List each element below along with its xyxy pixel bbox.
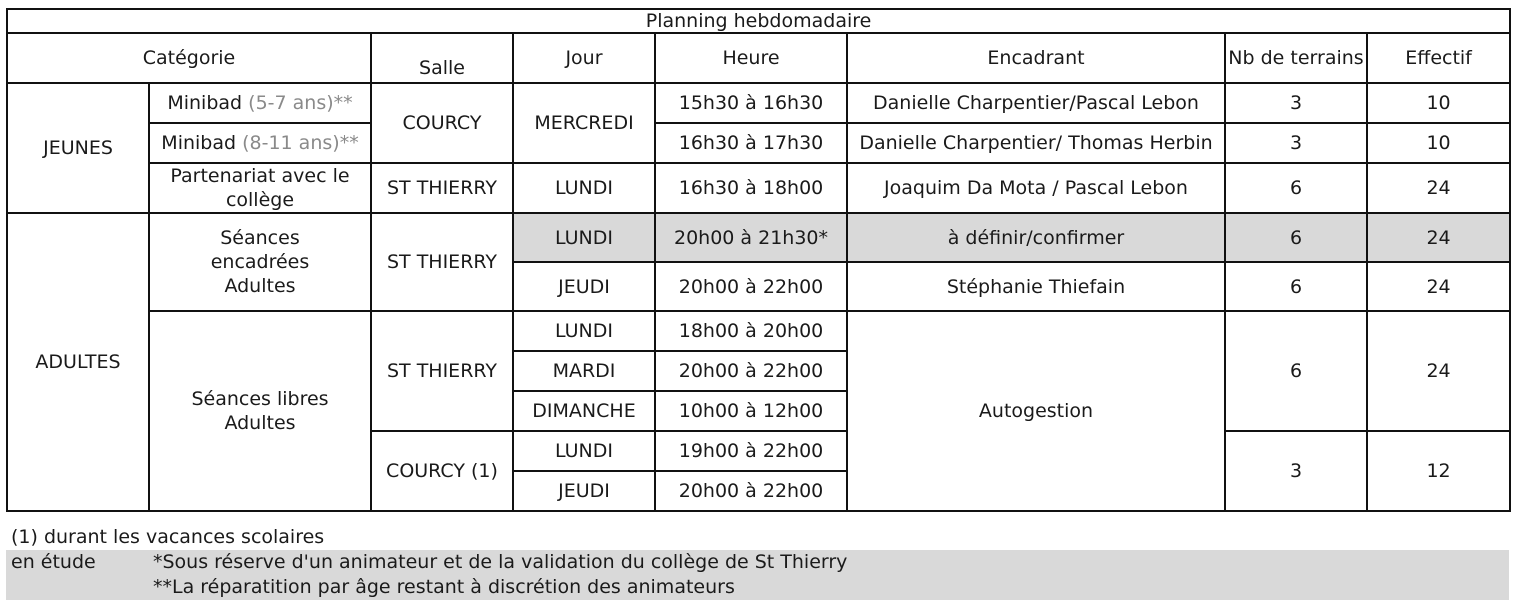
- table-row: [7, 311, 1510, 351]
- age-range: (5-7 ans)**: [248, 92, 353, 114]
- terrains-cell: 3: [1225, 431, 1367, 511]
- footnote-vacances: (1) durant les vacances scolaires: [11, 526, 325, 548]
- header-nb-terrains: Nb de terrains: [1225, 33, 1367, 83]
- heure-cell: 20h00 à 22h00: [655, 351, 847, 391]
- group-jeunes: JEUNES: [7, 83, 149, 213]
- header-salle: Salle: [371, 33, 513, 83]
- effectif-cell: 24: [1367, 262, 1510, 311]
- footnote-star2-row: [6, 575, 1509, 600]
- effectif-cell: 24: [1367, 213, 1510, 262]
- effectif-cell: 10: [1367, 123, 1510, 163]
- footnote-etude: [6, 550, 1509, 575]
- group-adultes: ADULTES: [7, 213, 149, 511]
- etude-label: en étude: [11, 551, 96, 573]
- heure-cell: 20h00 à 22h00: [655, 262, 847, 311]
- jour-cell: LUNDI: [513, 431, 655, 471]
- table-row: [7, 123, 1510, 163]
- jour-cell: LUNDI: [513, 163, 655, 213]
- jour-cell: MARDI: [513, 351, 655, 391]
- effectif-cell: 24: [1367, 311, 1510, 431]
- heure-cell: 18h00 à 20h00: [655, 311, 847, 351]
- encadrant-cell: à définir/confirmer: [847, 213, 1225, 262]
- jour-cell: DIMANCHE: [513, 391, 655, 431]
- encadrant-cell: Joaquim Da Mota / Pascal Lebon: [847, 163, 1225, 213]
- jour-cell: LUNDI: [513, 213, 655, 262]
- encadrant-cell: Stéphanie Thiefain: [847, 262, 1225, 311]
- table-row: [7, 213, 1510, 262]
- planning-table: [6, 8, 1511, 512]
- heure-cell: 19h00 à 22h00: [655, 431, 847, 471]
- terrains-cell: 3: [1225, 123, 1367, 163]
- header-row: [7, 33, 1510, 83]
- terrains-cell: 6: [1225, 262, 1367, 311]
- category-partenariat-college: Partenariat avec le collège: [149, 163, 371, 213]
- category-minibad-8-11: [149, 123, 371, 163]
- heure-cell: 20h00 à 22h00: [655, 471, 847, 511]
- header-jour: Jour: [513, 33, 655, 83]
- salle-cell: ST THIERRY: [371, 311, 513, 431]
- header-encadrant: Encadrant: [847, 33, 1225, 83]
- header-effectif: Effectif: [1367, 33, 1510, 83]
- jour-cell: LUNDI: [513, 311, 655, 351]
- terrains-cell: 6: [1225, 311, 1367, 431]
- salle-cell: ST THIERRY: [371, 163, 513, 213]
- terrains-cell: 3: [1225, 83, 1367, 123]
- category-seances-libres: Séances libres Adultes: [149, 311, 371, 511]
- effectif-cell: 10: [1367, 83, 1510, 123]
- jour-mercredi: MERCREDI: [513, 83, 655, 163]
- heure-cell: 16h30 à 18h00: [655, 163, 847, 213]
- footnotes: [6, 525, 1509, 600]
- heure-cell: 10h00 à 12h00: [655, 391, 847, 431]
- terrains-cell: 6: [1225, 163, 1367, 213]
- category-minibad-5-7: [149, 83, 371, 123]
- footnote-star1: *Sous réserve d'un animateur et de la validation du collège de St Thierry: [153, 551, 848, 573]
- effectif-cell: 12: [1367, 431, 1510, 511]
- table-title: Planning hebdomadaire: [7, 9, 1510, 33]
- encadrant-autogestion: Autogestion: [847, 311, 1225, 511]
- heure-cell: 16h30 à 17h30: [655, 123, 847, 163]
- encadrant-cell: Danielle Charpentier/ Thomas Herbin: [847, 123, 1225, 163]
- heure-cell: 20h00 à 21h30*: [655, 213, 847, 262]
- category-label: Minibad: [161, 132, 237, 154]
- salle-cell: COURCY (1): [371, 431, 513, 511]
- encadrant-cell: Danielle Charpentier/Pascal Lebon: [847, 83, 1225, 123]
- terrains-cell: 6: [1225, 213, 1367, 262]
- footnote-star2: **La réparatition par âge restant à discrétion des animateurs: [153, 576, 735, 598]
- heure-cell: 15h30 à 16h30: [655, 83, 847, 123]
- effectif-cell: 24: [1367, 163, 1510, 213]
- header-heure: Heure: [655, 33, 847, 83]
- salle-courcy: COURCY: [371, 83, 513, 163]
- age-range: (8-11 ans)**: [242, 132, 359, 154]
- category-label: Minibad: [167, 92, 243, 114]
- table-row: [7, 83, 1510, 123]
- table-row: [7, 163, 1510, 213]
- jour-cell: JEUDI: [513, 471, 655, 511]
- jour-cell: JEUDI: [513, 262, 655, 311]
- salle-cell: ST THIERRY: [371, 213, 513, 311]
- category-seances-encadrees: Séances encadrées Adultes: [149, 213, 371, 311]
- header-categorie: Catégorie: [7, 33, 371, 83]
